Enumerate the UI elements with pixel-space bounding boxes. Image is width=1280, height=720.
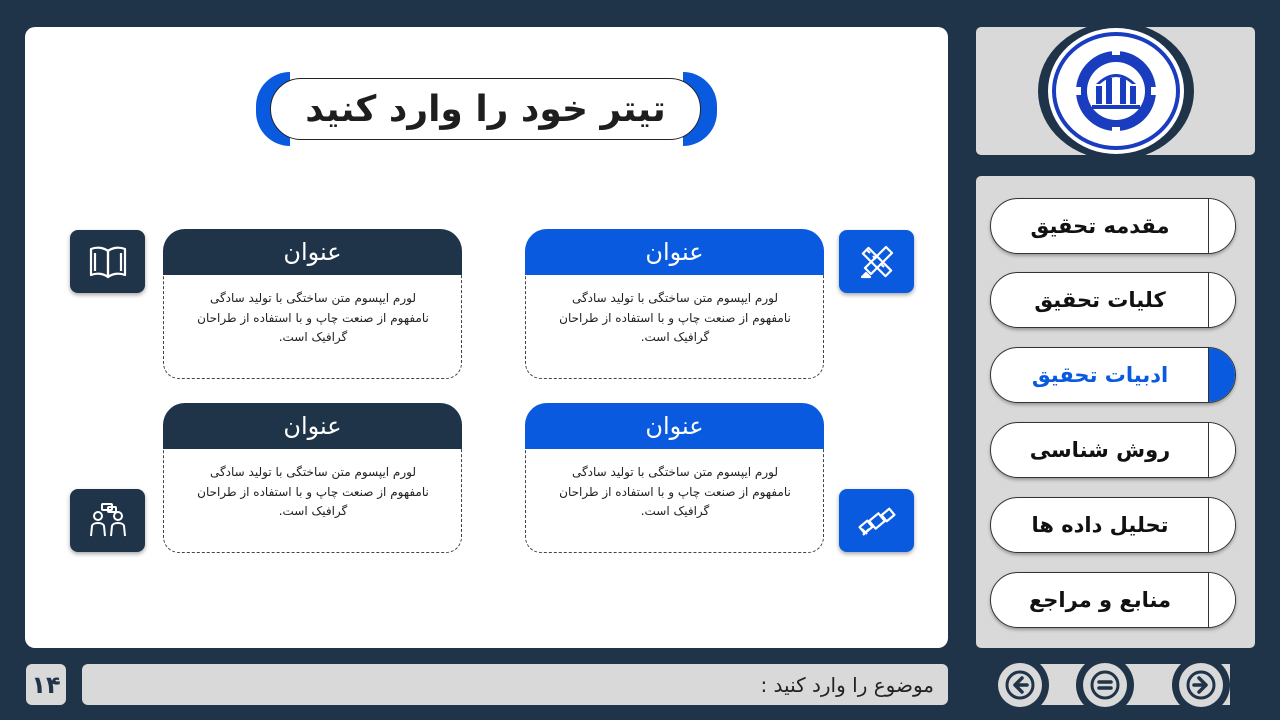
card-heading: عنوان — [525, 403, 824, 449]
nav-item-tab — [1208, 199, 1235, 253]
nav-item-methodology[interactable] — [990, 422, 1236, 478]
card-text: لورم ایپسوم متن ساختگی با تولید سادگی نامفهوم از صنعت چاپ و با استفاده از طراحان گرافیک است. — [197, 465, 429, 518]
nav-item-label: کلیات تحقیق — [1034, 288, 1166, 312]
nav-item-data-analysis[interactable] — [990, 497, 1236, 553]
prev-button[interactable] — [991, 656, 1049, 714]
nav-item-label: ادبیات تحقیق — [1031, 363, 1169, 387]
card-text: لورم ایپسوم متن ساختگی با تولید سادگی نامفهوم از صنعت چاپ و با استفاده از طراحان گرافیک است. — [197, 291, 429, 344]
nav-item-tab — [1208, 348, 1235, 402]
card-bottom-right — [525, 403, 824, 553]
arrow-left-icon — [1005, 670, 1035, 700]
nav-item-label: منابع و مراجع — [1028, 588, 1172, 612]
nav-item-tab — [1208, 498, 1235, 552]
nav-item-literature[interactable] — [990, 347, 1236, 403]
title-banner — [256, 72, 717, 146]
nav-item-tab — [1208, 273, 1235, 327]
card-top-left — [163, 229, 462, 379]
card-heading: عنوان — [525, 229, 824, 275]
nav-item-label: مقدمه تحقیق — [1030, 214, 1170, 238]
menu-equals-icon — [1090, 670, 1120, 700]
nav-item-tab — [1208, 573, 1235, 627]
nav-item-introduction[interactable] — [990, 198, 1236, 254]
next-button[interactable] — [1172, 656, 1230, 714]
nav-item-generalities[interactable] — [990, 272, 1236, 328]
book-icon — [70, 230, 145, 293]
card-bottom-left — [163, 403, 462, 553]
nav-item-tab — [1208, 423, 1235, 477]
university-seal-logo — [1038, 22, 1194, 160]
discussion-icon — [70, 489, 145, 552]
card-text: لورم ایپسوم متن ساختگی با تولید سادگی نامفهوم از صنعت چاپ و با استفاده از طراحان گرافیک است. — [559, 291, 791, 344]
nav-item-label: روش شناسی — [1029, 438, 1171, 462]
nav-item-references[interactable] — [990, 572, 1236, 628]
menu-button[interactable] — [1076, 656, 1134, 714]
nav-item-label: تحلیل داده ها — [1031, 513, 1169, 537]
card-top-right — [525, 229, 824, 379]
arrow-right-icon — [1186, 670, 1216, 700]
card-heading: عنوان — [163, 229, 462, 275]
card-text: لورم ایپسوم متن ساختگی با تولید سادگی نامفهوم از صنعت چاپ و با استفاده از طراحان گرافیک است. — [559, 465, 791, 518]
footer-topic-text: موضوع را وارد کنید : — [760, 672, 934, 697]
card-heading: عنوان — [163, 403, 462, 449]
slide-title: تیتر خود را وارد کنید — [270, 78, 701, 140]
pencil-ruler-icon — [839, 230, 914, 293]
footer-bar — [82, 664, 948, 705]
page-number: ۱۴ — [26, 664, 66, 705]
satellite-icon — [839, 489, 914, 552]
